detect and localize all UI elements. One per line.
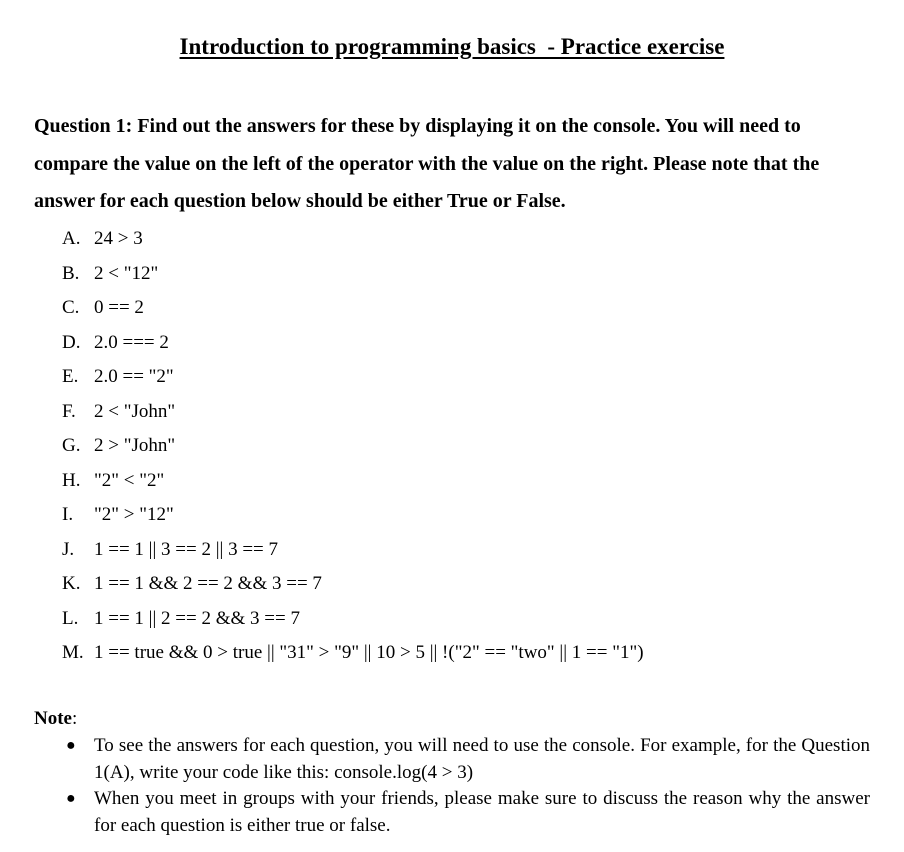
option-m [62,639,644,674]
option-b [62,260,644,295]
note-item-text: When you meet in groups with your friends, please make sure to discuss the reason why the answer for each question is either true or false. [94,788,870,836]
option-e [62,363,644,398]
option-expression: 1 == 1 && 2 == 2 && 3 == 7 [94,573,322,594]
note-heading [34,708,77,730]
option-expression: 1 == 1 || 3 == 2 || 3 == 7 [94,538,279,560]
options-list [62,225,644,674]
bullet-dot-icon: ● [66,737,76,754]
option-letter: L. [62,607,79,629]
note-label: Note [34,708,72,729]
option-letter: K. [62,573,81,594]
option-letter: H. [62,469,81,491]
note-list [62,733,870,839]
option-k [62,570,644,605]
option-expression: 24 > 3 [94,228,143,249]
option-j [62,536,644,571]
note-item [62,733,870,786]
option-letter: D. [62,331,81,353]
bullet-dot-icon: ● [66,790,76,807]
option-expression: "2" > "12" [94,504,174,525]
option-expression: 2.0 == "2" [94,366,174,387]
option-expression: 0 == 2 [94,297,144,318]
option-letter: C. [62,297,80,318]
option-expression: 2 < "12" [94,262,159,284]
note-colon: : [71,708,78,729]
page-title: Introduction to programming basics - Practice exercise [179,34,725,59]
option-h [62,467,644,502]
option-g [62,432,644,467]
option-letter: M. [62,642,84,663]
option-a [62,225,644,260]
option-letter: G. [62,435,81,456]
option-expression: 2.0 === 2 [94,331,169,353]
option-letter: A. [62,228,81,249]
note-item [62,786,870,839]
option-letter: B. [62,262,80,284]
option-letter: J. [62,538,75,560]
option-letter: I. [62,504,74,525]
question-text: Question 1: Find out the answers for these by displaying it on the console. You will need to compare the value on the left of the operator with the value on the right. Please note that the answer for each question below should be either True or False. [34,115,820,212]
option-letter: F. [62,400,76,422]
option-expression: 2 < "John" [94,400,176,422]
option-letter: E. [62,366,79,387]
note-item-text: To see the answers for each question, you will need to use the console. For example, for the Question 1(A), write your code like this: console.log(4 > 3) [94,735,870,783]
option-c [62,294,644,329]
option-expression: 1 == 1 || 2 == 2 && 3 == 7 [94,607,300,629]
option-expression: 2 > "John" [94,435,176,456]
option-l [62,605,644,640]
option-expression: 1 == true && 0 > true || "31" > "9" || 10 > 5 || !("2" == "two" || 1 == "1") [94,642,644,663]
option-f [62,398,644,433]
option-expression: "2" < "2" [94,469,165,491]
option-d [62,329,644,364]
option-i [62,501,644,536]
